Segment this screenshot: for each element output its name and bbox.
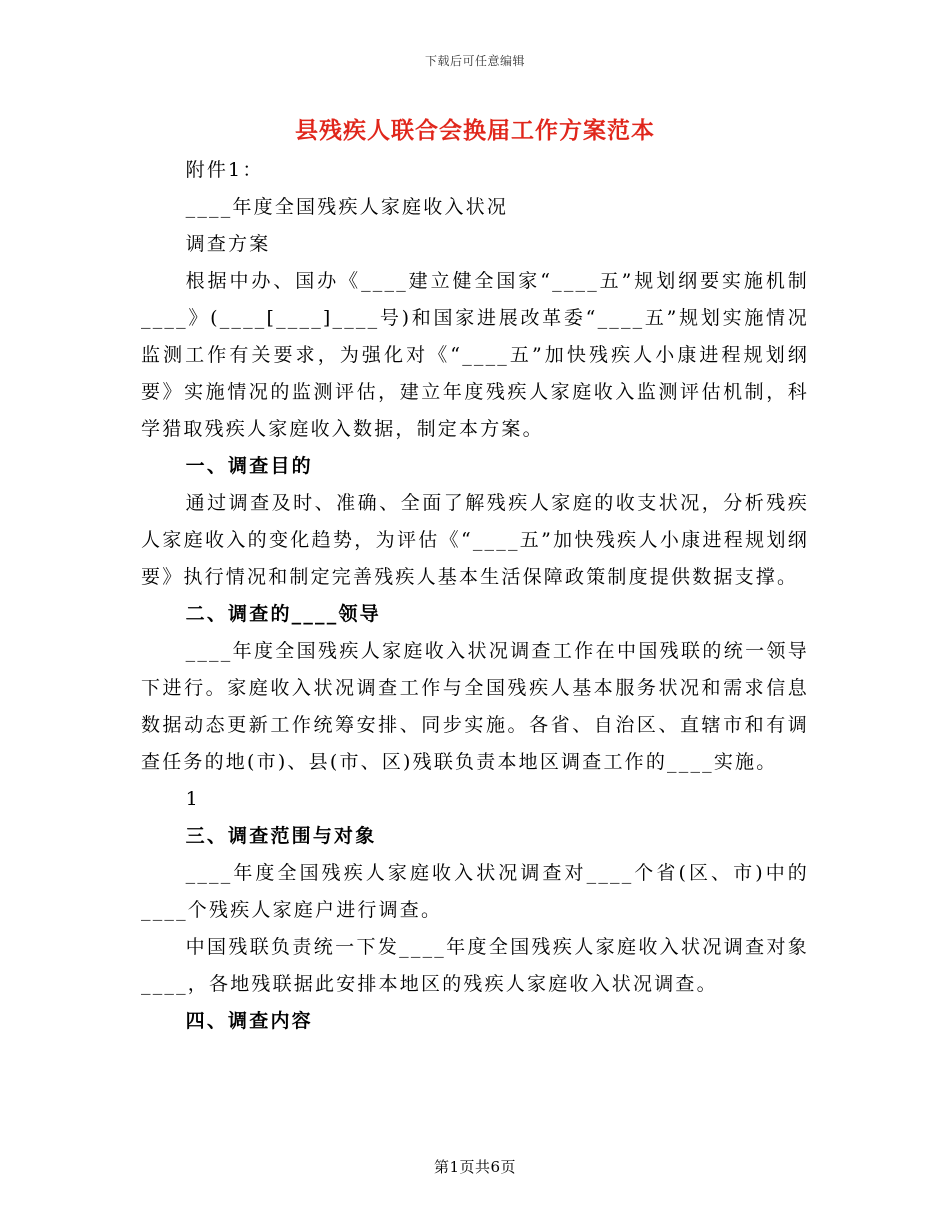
paragraph: ____年度全国残疾人家庭收入状况 [185, 196, 509, 218]
paragraph: ____年度全国残疾人家庭收入状况调查对____个省(区、市)中的____个残疾人家庭户进行调查。 [141, 862, 809, 921]
page-footer: 第1页共6页 [433, 1158, 517, 1176]
section-heading: 二、调查的____领导 [185, 603, 381, 625]
document-title: 县残疾人联合会换届工作方案范本 [295, 117, 655, 144]
document-body [141, 152, 809, 1040]
paragraph: 中国残联负责统一下发____年度全国残疾人家庭收入状况调查对象____，各地残联据此安排本地区的残疾人家庭收入状况调查。 [141, 936, 809, 995]
paragraph: 调查方案 [185, 233, 271, 255]
section-heading: 一、调查目的 [185, 455, 313, 477]
page-header: 下载后可任意编辑 [424, 54, 525, 68]
paragraph: 根据中办、国办《____建立健全国家“____五”规划纲要实施机制____》(____[____]____号)和国家进展改革委“____五”规划实施情况监测工作有关要求，为强化对《“____五”加快残疾人小康进程规划纲要》实施情况的监测评估，建立年度残疾人家庭收入监测评估机制，科学猎取残疾人家庭收入数据，制定本方案。 [141, 270, 809, 440]
paragraph: 附件1： [185, 159, 264, 181]
paragraph: ____年度全国残疾人家庭收入状况调查工作在中国残联的统一领导下进行。家庭收入状况调查工作与全国残疾人基本服务状况和需求信息数据动态更新工作统筹安排、同步实施。各省、自治区、直辖市和有调查任务的地(市)、县(市、区)残联负责本地区调查工作的____实施。 [141, 640, 809, 773]
section-heading: 四、调查内容 [185, 1010, 313, 1032]
paragraph: 1 [185, 788, 200, 810]
paragraph: 通过调查及时、准确、全面了解残疾人家庭的收支状况，分析残疾人家庭收入的变化趋势，为评估《“____五”加快残疾人小康进程规划纲要》执行情况和制定完善残疾人基本生活保障政策制度提供数据支撑。 [141, 492, 809, 588]
section-heading: 三、调查范围与对象 [185, 825, 377, 847]
